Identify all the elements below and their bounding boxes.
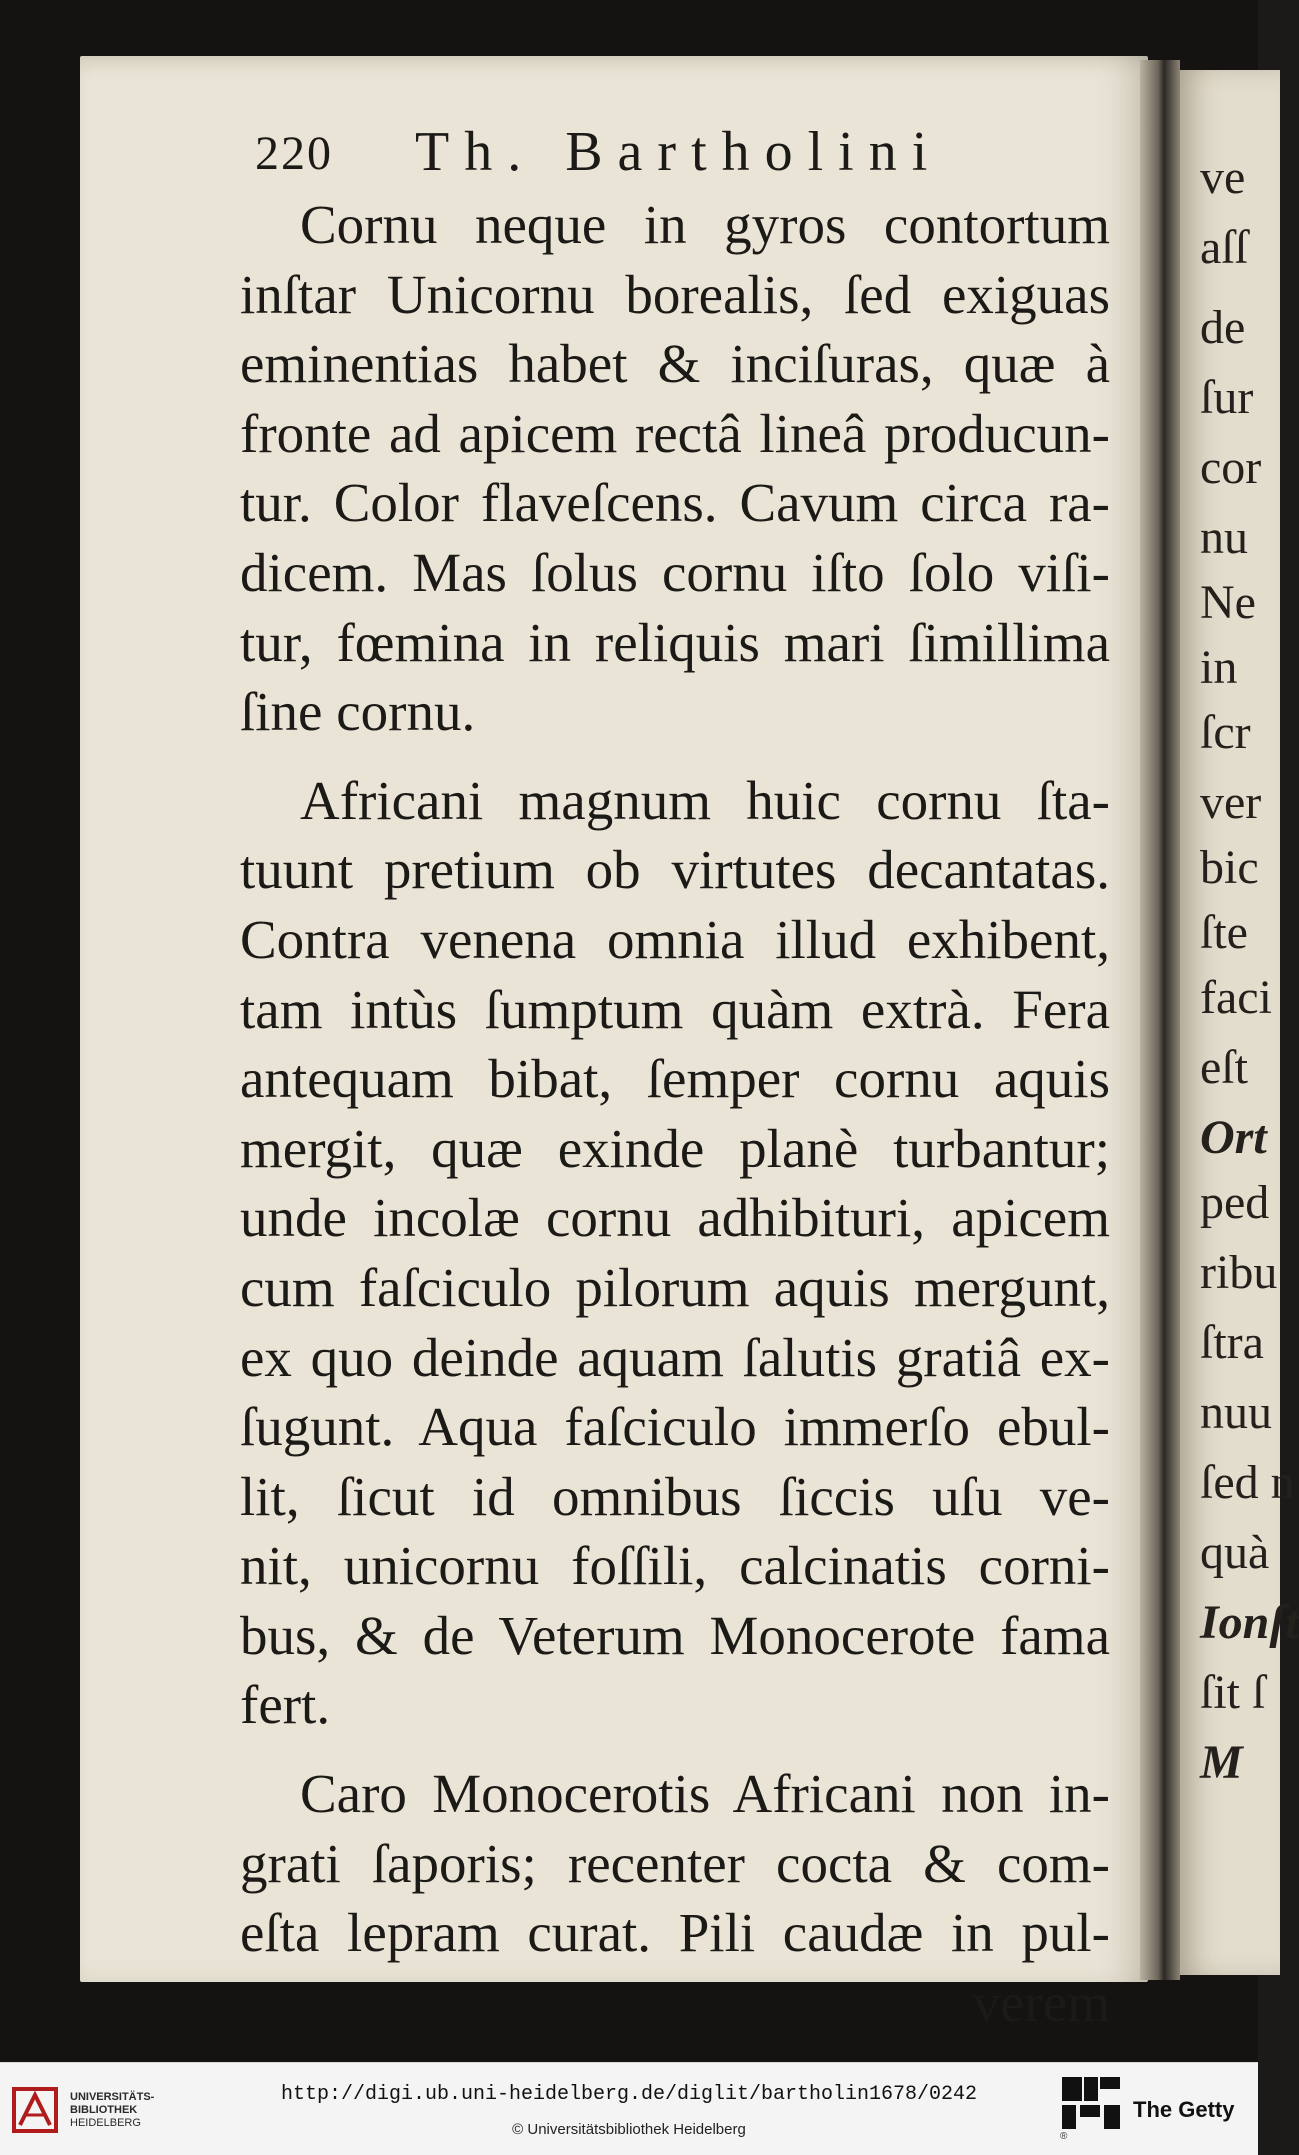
- text-line: tuunt pretium ob virtutes decantatas.: [240, 839, 1110, 901]
- text-line: antequam bibat, ſemper cornu aquis: [240, 1048, 1110, 1110]
- text-line: inſtar Unicornu borealis, ſed exiguas: [240, 263, 1110, 325]
- text-line: Caro Monocerotis Africani non in-: [300, 1763, 1110, 1825]
- library-line-3: HEIDELBERG: [70, 2117, 141, 2129]
- facing-page-fragment: Ne: [1200, 576, 1256, 629]
- facing-page-fragment: nuu: [1200, 1386, 1272, 1439]
- facing-page-fragment: ſcr: [1200, 706, 1251, 759]
- paragraph-gap: [240, 747, 1110, 766]
- facing-page-fragment: ribu: [1200, 1246, 1278, 1299]
- text-line: ſugunt. Aqua faſciculo immerſo ebul-: [240, 1396, 1110, 1458]
- paragraph-gap: [240, 1740, 1110, 1759]
- text-line: nit, unicornu foſſili, calcinatis corni-: [240, 1535, 1110, 1597]
- running-head: [255, 120, 1155, 190]
- facing-page-fragment: ſit ſ: [1200, 1666, 1266, 1719]
- page-number: 220: [255, 127, 333, 180]
- facing-page-fragment: de: [1200, 301, 1246, 354]
- text-line: unde incolæ cornu adhibituri, apicem: [240, 1187, 1110, 1249]
- text-line: tur, fœmina in reliquis mari ſimillima: [240, 611, 1110, 673]
- permalink-url[interactable]: http://digi.ub.uni-heidelberg.de/diglit/bartholin1678/0242: [280, 2083, 978, 2106]
- text-line: Contra venena omnia illud exhibent,: [240, 908, 1110, 970]
- facing-page-fragment: M: [1200, 1736, 1243, 1789]
- facing-page-fragment: ped: [1200, 1176, 1270, 1229]
- facing-page-fragment: ſtra: [1200, 1316, 1264, 1369]
- sponsor-name: The Getty: [1133, 2097, 1235, 2122]
- facing-page-fragment: ſte: [1200, 906, 1248, 959]
- body-text: [240, 190, 1110, 2037]
- text-line: lit, ſicut id omnibus ſiccis uſu ve-: [240, 1465, 1110, 1527]
- text-line: bus, & de Veterum Monocerote fama: [240, 1604, 1110, 1666]
- facing-page-fragment: cor: [1200, 441, 1262, 494]
- facing-page-fragment: bic: [1200, 841, 1259, 894]
- text-line: Africani magnum huic cornu ſta-: [300, 769, 1110, 831]
- copyright-notice: © Universitätsbibliothek Heidelberg: [512, 2121, 746, 2138]
- text-line: ex quo deinde aquam ſalutis gratiâ ex-: [240, 1326, 1110, 1388]
- text-line: tur. Color flaveſcens. Cavum circa ra-: [240, 472, 1110, 534]
- facing-page-fragment: ſur: [1200, 371, 1254, 424]
- facing-page-fragment: ſed n: [1200, 1456, 1295, 1509]
- facing-page-fragment: ve: [1200, 151, 1246, 204]
- text-line: grati ſaporis; recenter cocta & com-: [240, 1832, 1110, 1894]
- text-line: cum faſciculo pilorum aquis mergunt,: [240, 1256, 1110, 1318]
- text-line: tam intùs ſumptum quàm extrà. Fera: [240, 978, 1110, 1040]
- book-gutter: [1140, 60, 1180, 1980]
- facing-page-fragment: Ionſt: [1200, 1596, 1299, 1649]
- getty-mark-icon: [1060, 2075, 1122, 2131]
- facing-page-fragment: Ort: [1200, 1111, 1267, 1164]
- facing-page-fragment: nu: [1200, 511, 1248, 564]
- text-line: fert.: [240, 1674, 331, 1736]
- getty-logo[interactable]: [1060, 2075, 1250, 2145]
- facing-page-fragment: faci: [1200, 971, 1272, 1024]
- facing-page-fragment: eſt: [1200, 1041, 1248, 1094]
- text-line: Cornu neque in gyros contortum: [300, 194, 1110, 255]
- library-line-1: UNIVERSITÄTS-: [70, 2091, 155, 2103]
- facing-page-fragment: quà: [1200, 1526, 1270, 1579]
- text-line: fronte ad apicem rectâ lineâ producun-: [240, 402, 1110, 464]
- facing-page-fragment: aſſ: [1200, 221, 1248, 274]
- facing-page-fragment: ver: [1200, 776, 1262, 829]
- text-line: eſta lepram curat. Pili caudæ in pul-: [240, 1902, 1110, 1964]
- viewer-footer: [0, 2062, 1258, 2155]
- registered-mark: ®: [1060, 2131, 1068, 2142]
- running-head-title: Th. Bartholini: [415, 121, 943, 183]
- library-line-2: BIBLIOTHEK: [70, 2104, 138, 2116]
- text-line: eminentias habet & inciſuras, quæ à: [240, 333, 1110, 395]
- text-line: verem: [972, 1971, 1110, 2033]
- text-line: dicem. Mas ſolus cornu iſto ſolo viſi-: [240, 541, 1110, 603]
- facing-page-fragment: in: [1200, 641, 1238, 694]
- text-line: ſine cornu.: [240, 681, 476, 743]
- text-line: mergit, quæ exinde planè turbantur;: [240, 1117, 1110, 1179]
